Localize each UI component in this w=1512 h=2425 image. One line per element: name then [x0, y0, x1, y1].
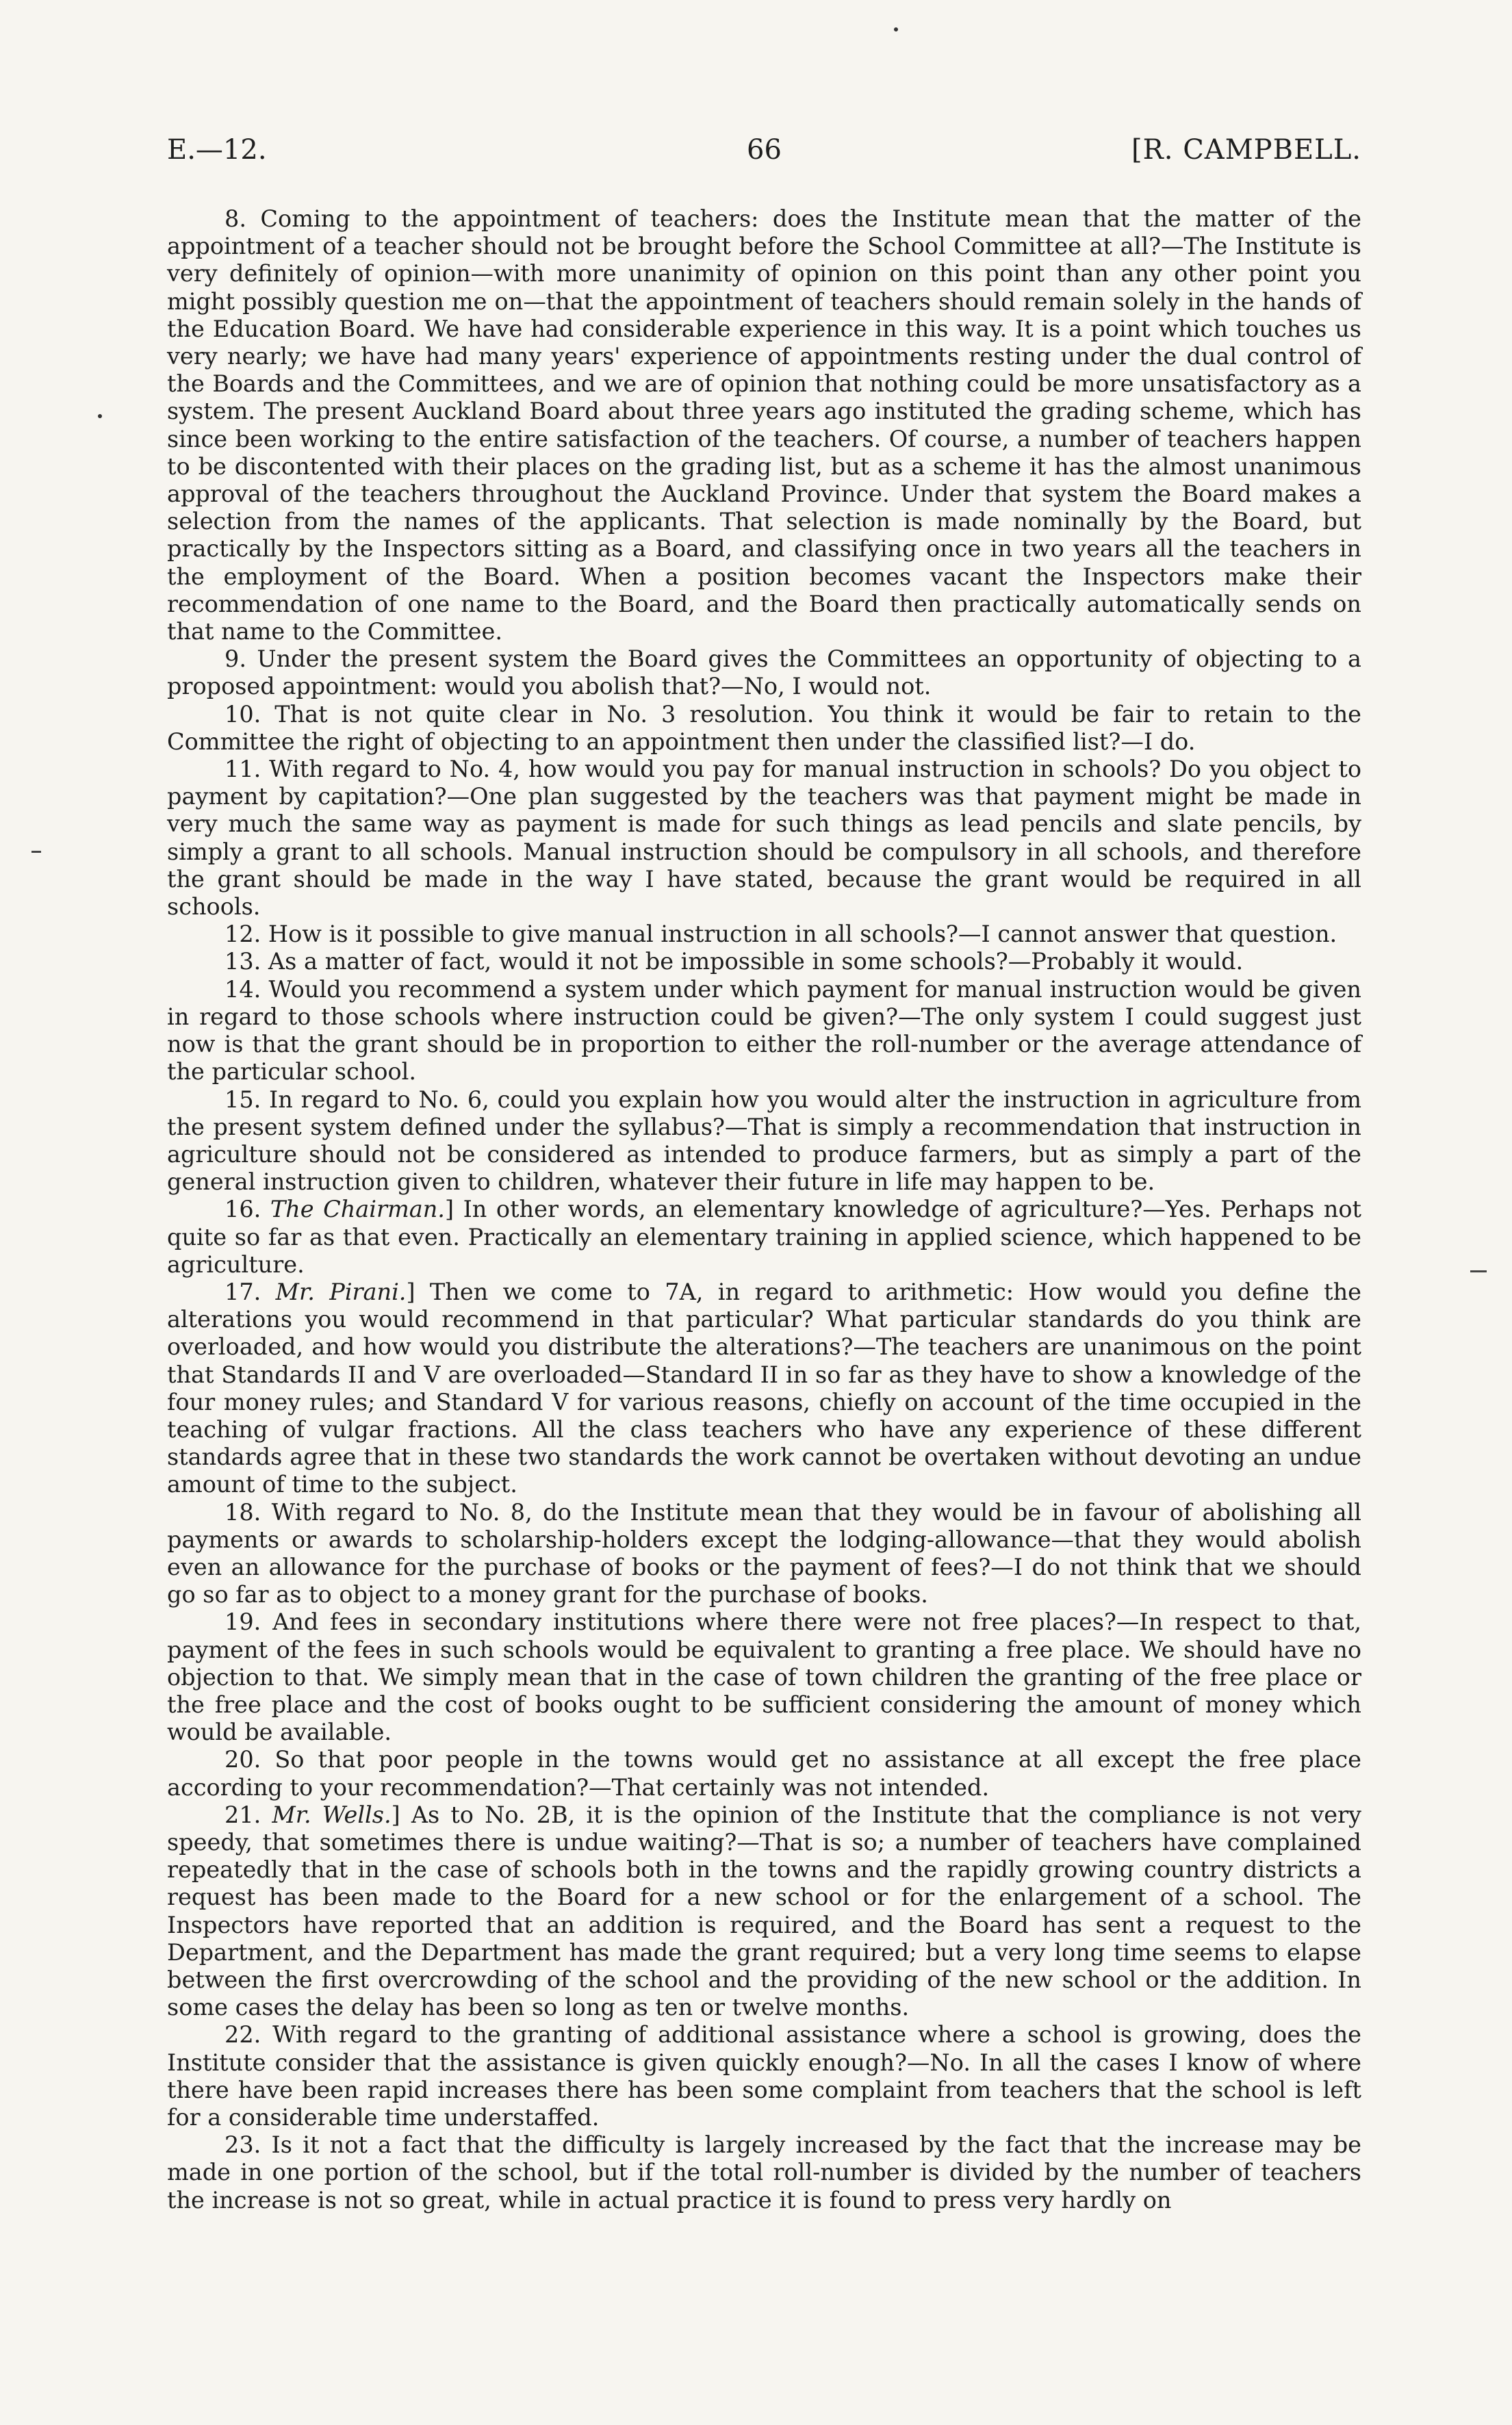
question-paragraph: 23. Is it not a fact that the difficulty is largely increased by the fact that the increase may be made in one portion of the school, but if the total roll-number is divided by the number of teachers the increase is not so great, while in actual practice it is found to press very hardly on	[167, 2131, 1361, 2214]
question-paragraph: 11. With regard to No. 4, how would you pay for manual instruction in schools? Do you object to payment by capitation?—One plan suggested by the teachers was that payment might be made in very much the same way as payment is made for such things as lead pencils and slate pencils, by simply a grant to all schools. Manual instruction should be compulsory in all schools, and therefore the grant should be made in the way I have stated, because the grant would be required in all schools.	[167, 756, 1361, 921]
page-header	[167, 134, 1361, 175]
question-paragraph: 21. Mr. Wells.] As to No. 2B, it is the opinion of the Institute that the compliance is not very speedy, that sometimes there is undue waiting?—That is so; a number of teachers have complained repeatedly that in the case of schools both in the towns and the rapidly growing country districts a request has been made to the Board for a new school or for the enlargement of a school. The Inspectors have reported that an addition is required, and the Board has sent a request to the Department, and the Department has made the grant required; but a very long time seems to elapse between the first overcrowding of the school and the providing of the new school or the addition. In some cases the delay has been so long as ten or twelve months.	[167, 1801, 1361, 2021]
scan-mark	[98, 414, 102, 418]
question-paragraph: 14. Would you recommend a system under which payment for manual instruction would be given in regard to those schools where instruction could be given?—The only system I could suggest just now is that the grant should be in proportion to either the roll-number or the average attendance of the particular school.	[167, 975, 1361, 1086]
question-paragraph: 20. So that poor people in the towns would get no assistance at all except the free place according to your recommendation?—That certainly was not intended.	[167, 1746, 1361, 1801]
question-paragraph: 19. And fees in secondary institutions where there were not free places?—In respect to that, payment of the fees in such schools would be equivalent to granting a free place. We should have no objection to that. We simply mean that in the case of town children the granting of the free place or the free place and the cost of books ought to be sufficient considering the amount of money which would be available.	[167, 1608, 1361, 1746]
question-number: 16.	[225, 1196, 261, 1223]
speaker-name: Mr. Wells.	[272, 1801, 392, 1828]
question-text: Then we come to 7A, in regard to arithmetic: How would you define the alterations you would recommend in that particular? What particular standards do you think are overloaded, and how would you distribute the alterations?—The teachers are unanimous on the point that Standards II and V are overloaded—Standard II in so far as they have to show a knowledge of the four money rules; and Standard V for various reasons, chiefly on account of the time occupied in the teaching of vulgar fractions. All the class teachers who have any experience of these different standards agree that in these two standards the work cannot be overtaken without devoting an undue amount of time to the subject.	[167, 1278, 1362, 1498]
question-paragraph: 17. Mr. Pirani.] Then we come to 7A, in regard to arithmetic: How would you define the alterations you would recommend in that particular? What particular standards do you think are overloaded, and how would you distribute the alterations?—The teachers are unanimous on the point that Standards II and V are overloaded—Standard II in so far as they have to show a knowledge of the four money rules; and Standard V for various reasons, chiefly on account of the time occupied in the teaching of vulgar fractions. All the class teachers who have any experience of these different standards agree that in these two standards the work cannot be overtaken without devoting an undue amount of time to the subject.	[167, 1278, 1362, 1498]
question-paragraph: 13. As a matter of fact, would it not be impossible in some schools?—Probably it would.	[225, 948, 1244, 975]
question-paragraph: 16. The Chairman.] In other words, an elementary knowledge of agriculture?—Yes. Perhaps not quite so far as that even. Practically an elementary training in applied science, which happened to be agriculture.	[167, 1196, 1362, 1278]
witness-name: [R. CAMPBELL.	[1131, 134, 1361, 166]
speaker-name: The Chairman.	[270, 1196, 445, 1223]
speaker-name: Mr. Pirani.	[275, 1278, 407, 1305]
question-paragraph: 18. With regard to No. 8, do the Institute mean that they would be in favour of abolishing all payments or awards to scholarship-holders except the lodging-allowance—that they would abolish even an allowance for the purchase of books or the payment of fees?—I do not think that we should go so far as to object to a money grant for the purchase of books.	[167, 1498, 1361, 1608]
scan-mark	[31, 851, 41, 853]
question-paragraph: 12. How is it possible to give manual instruction in all schools?—I cannot answer that question.	[225, 921, 1337, 948]
question-text: As to No. 2B, it is the opinion of the Institute that the compliance is not very speedy, that sometimes there is undue waiting?—That is so; a number of teachers have complained repeatedly that in the case of schools both in the towns and the rapidly growing country districts a request has been made to the Board for a new school or for the enlargement of a school. The Inspectors have reported that an addition is required, and the Board has sent a request to the Department, and the Department has made the grant required; but a very long time seems to elapse between the first overcrowding of the school and the providing of the new school or the addition. In some cases the delay has been so long as ten or twelve months.	[167, 1801, 1361, 2021]
question-paragraph: 22. With regard to the granting of additional assistance where a school is growing, does the Institute consider that the assistance is given quickly enough?—No. In all the cases I know of where there have been rapid increases there has been some complaint from teachers that the school is left for a considerable time understaffed.	[167, 2021, 1361, 2131]
question-paragraph: 10. That is not quite clear in No. 3 resolution. You think it would be fair to retain to the Committee the right of objecting to an appointment then under the classified list?—I do.	[167, 700, 1361, 755]
scan-mark	[1470, 1270, 1487, 1272]
question-paragraph: 15. In regard to No. 6, could you explain how you would alter the instruction in agriculture from the present system defined under the syllabus?—That is simply a recommendation that instruction in agriculture should not be considered as intended to produce farmers, but as simply a part of the general instruction given to children, whatever their future in life may happen to be.	[167, 1086, 1361, 1196]
document-body	[167, 205, 1361, 2214]
question-paragraph: 8. Coming to the appointment of teachers: does the Institute mean that the matter of the appointment of a teacher should not be brought before the School Committee at all?—The Institute is very definitely of opinion—with more unanimity of opinion on this point than any other point you might possibly question me on—that the appointment of teachers should remain solely in the hands of the Education Board. We have had considerable experience in this way. It is a point which touches us very nearly; we have had many years' experience of appointments resting under the dual control of the Boards and the Committees, and we are of opinion that nothing could be more unsatisfactory as a system. The present Auckland Board about three years ago instituted the grading scheme, which has since been working to the entire satisfaction of the teachers. Of course, a number of teachers happen to be discontented with their places on the grading list, but as a scheme it has the almost unanimous approval of the teachers throughout the Auckland Province. Under that system the Board makes a selection from the names of the applicants. That selection is made nominally by the Board, but practically by the Inspectors sitting as a Board, and classifying once in two years all the teachers in the employment of the Board. When a position becomes vacant the Inspectors make their recommendation of one name to the Board, and the Board then practically automatically sends on that name to the Committee.	[167, 205, 1361, 645]
scan-mark	[894, 27, 898, 31]
question-text: In other words, an elementary knowledge of agriculture?—Yes. Perhaps not quite so far as that even. Practically an elementary training in applied science, which happened to be agriculture.	[167, 1196, 1362, 1278]
question-number: 21.	[225, 1801, 261, 1828]
question-paragraph: 9. Under the present system the Board gives the Committees an opportunity of objecting to a proposed appointment: would you abolish that?—No, I would not.	[167, 645, 1361, 700]
document-code: E.—12.	[167, 134, 267, 166]
page-number: 66	[747, 134, 782, 166]
question-number: 17.	[225, 1278, 261, 1305]
